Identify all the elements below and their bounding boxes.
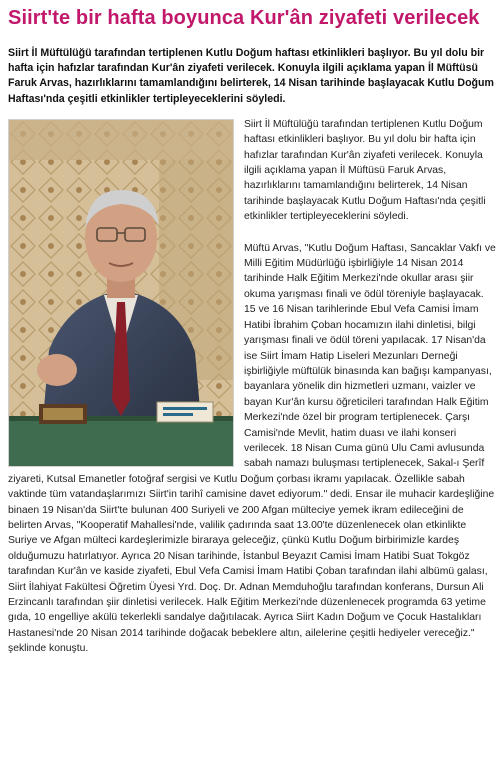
article-title: Siirt'te bir hafta boyunca Kur'ân ziyafeti verilecek bbox=[8, 7, 480, 29]
article-body bbox=[8, 117, 496, 657]
photo-of-mufti-speaking-icon bbox=[9, 120, 233, 466]
article-paragraph-2: Müftü Arvas, "Kutlu Doğum Haftası, Sancaklar Vakfı ve Milli Eğitim Müdürlüğü işbirliğiyle 14 Nisan 2014 tarihinde Halk Eğitim Merkezi'nde okullar arası şiir okuma yarışması finali ve ödül töreniyle başlayacak. 15 ve 16 Nisan tarihlerinde Ebul Vefa Camisi İmam Hatibi İbrahim Çoban hocamızın ilahi dinletisi, bilgi yarışması finali ve ödül töreni yapılacak. 17 Nisan'da ise Siirt İmam Hatip Liseleri Mezunları Derneği işbirliğiyle müftülük binasında kan bağışı kampanyası, bayanlara yönelik din hizmetleri uzmanı, vaizler ve bayan Kur'ân kursu öğreticileri tarafından Halk Eğitim Merkezi'nde özel bir program tertiplenecek. Çarşı Camisi'nde Mevlit, hatim duası ve ilahi konseri verilecek. 18 Nisan Cuma günü Ulu Cami avlusunda sabah namazı buluşması tertiplenecek, Sakal-ı Şerîf ziyareti, Kutsal Emanetler fotoğraf sergisi ve Kutlu Doğum çorbası ikramı yapılacak. Özellikle sabah vaktinde tüm vatandaşlarımızı Siirt'in tarihî camisine davet ediyorum." dedi. Ensar ile muhacir kardeşliğine binaen 19 Nisan'da Siirt'te bulunan 400 Suriyeli ve 200 Afgan mülteciye yemek ikram edileceğini de belirten Arvas, "Kooperatif Mahallesi'nde, valilik çadırında saat 13.00'te düzenlenecek olan etkinlikte Suriye ve Afgan mülteci kardeşlerimizle biraraya geleceğiz, çünkü Kutlu Doğum birbirimizle kardeş olduğumuzu hatırlatıyor. Ayrıca 20 Nisan tarihinde, İstanbul Beyazıt Camisi İmam Hatibi Suat Tokgöz tarafından Kur'ân ve kaside ziyafeti, Ebul Vefa Camisi İmam Hatibi Çoban tarafından ilahi albümü galası, Siirt İlahiyat Fakültesi Öğretim Üyesi Yrd. Doç. Dr. Adnan Memduhoğlu tarafından konferans, Dursun Ali Erzincanlı tarafından şiir dinletisi verilecek. Halk Eğitim Merkezi'nde düzenlenecek programda 63 yetime gıda, 10 engelliye akülü tekerlekli sandalye dağıtılacak. Ayrıca Siirt Kadın Doğum ve Çocuk Hastalıkları Hastanesi'nde 20 Nisan 2014 tarihinde doğacak bebeklere altın, ailelerine çeşitli hediyeler vereceğiz." şeklinde konuştu. bbox=[8, 242, 496, 655]
article-photo bbox=[8, 119, 234, 467]
article-lead: Siirt İl Müftülüğü tarafından tertiplenen Kutlu Doğum haftası etkinlikleri başlıyor. Bu yıl dolu bir hafta için hafızlar tarafından Kur'ân ziyafeti verilecek. Konuyla ilgili açıklama yapan İl Müftüsü Faruk Arvas, hazırlıklarını tamamlandığını belirterek, 14 Nisan tarihinde başlayacak Kutlu Doğum Haftası'nda çeşitli etkinlikler tertipleyeceklerini söyledi. bbox=[8, 47, 494, 105]
article-paragraph-1: Siirt İl Müftülüğü tarafından tertiplenen Kutlu Doğum haftası etkinlikleri başlıyor. Bu yıl dolu bir hafta için hafızlar tarafından Kur'ân ziyafeti verilecek. Konuyla ilgili açıklama yapan İl Müftüsü Faruk Arvas, hazırlıklarını tamamlandığını belirterek, 14 Nisan tarihinde başlayacak Kutlu Doğum Haftası'nda çeşitli etkinlikler tertipleyeceklerini söyledi. bbox=[244, 118, 486, 223]
